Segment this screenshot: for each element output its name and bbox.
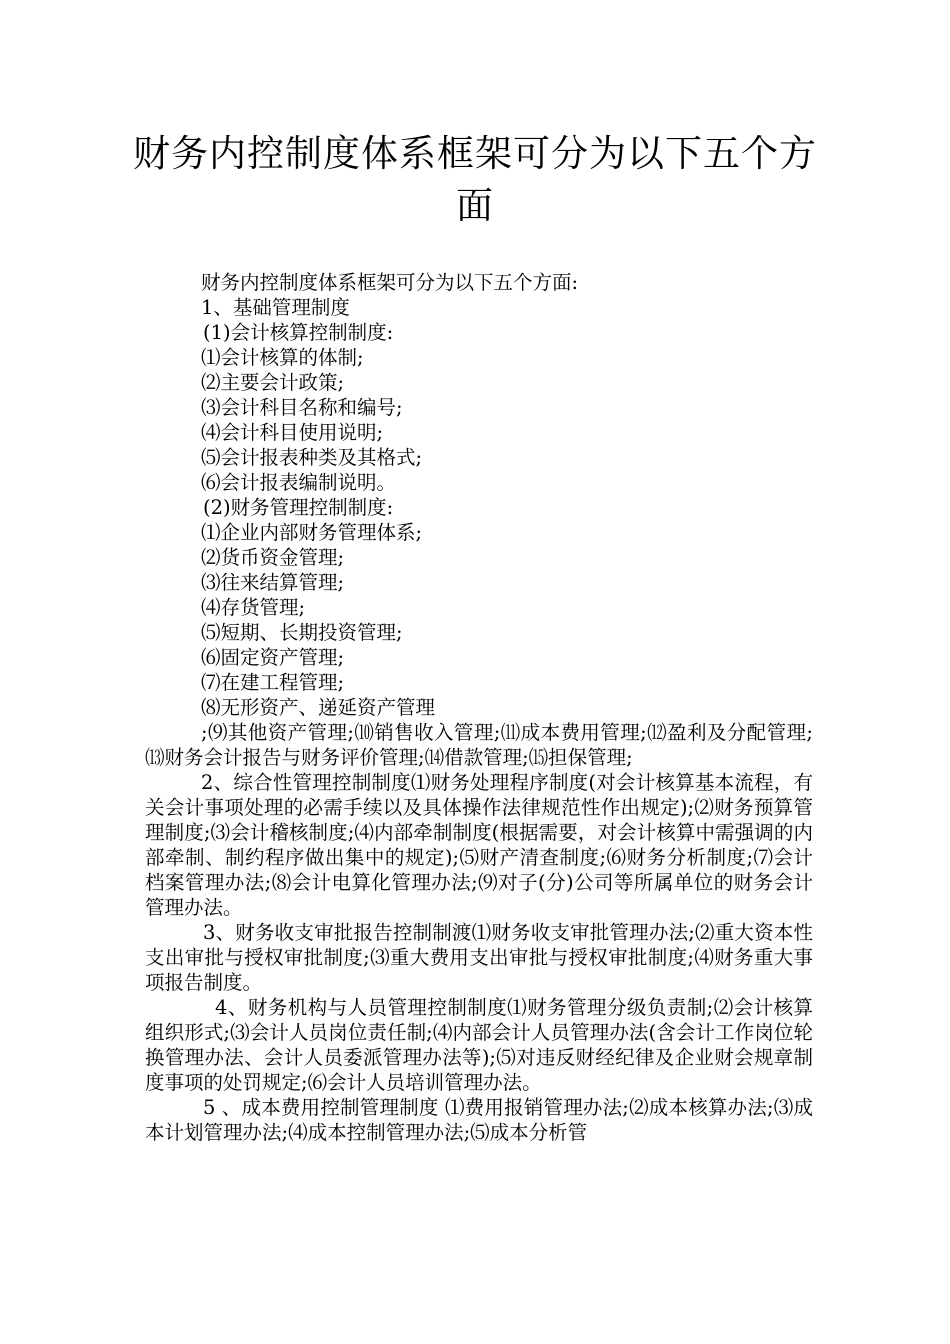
list-item: ⑶会计科目名称和编号; (201, 396, 403, 419)
list-item: ⑺在建工程管理; (201, 671, 345, 694)
list-item: ⑵货币资金管理; (201, 546, 345, 569)
section-4-paragraph: 4、财务机构与人员管理控制制度⑴财务管理分级负责制;⑵会计核算组织形式;⑶会计人员岗位责任制;⑷内部会计人员管理办法(含会计工作岗位轮换管理办法、会计人员委派管理办法等);⑸对违反财经纪律及企业财会规章制度事项的处罚规定;⑹会计人员培训管理办法。 (145, 996, 813, 1094)
subsection-2-continuation: ;⑼其他资产管理;⑽销售收入管理;⑾成本费用管理;⑿盈利及分配管理;⒀财务会计报告与财务评价管理;⒁借款管理;⒂担保管理; (145, 721, 813, 769)
list-item: ⑶往来结算管理; (201, 571, 345, 594)
list-item: ⑵主要会计政策; (201, 371, 345, 394)
section-1-heading: 1、基础管理制度 (201, 296, 350, 319)
page-title: 财务内控制度体系框架可分为以下五个方面 (133, 132, 817, 227)
list-item: ⑸短期、长期投资管理; (201, 621, 403, 644)
list-item: ⑻无形资产、递延资产管理 (201, 696, 436, 719)
document-body (145, 270, 813, 1145)
list-item: ⑴会计核算的体制; (201, 346, 364, 369)
section-5-paragraph: 5 、成本费用控制管理制度 ⑴费用报销管理办法;⑵成本核算办法;⑶成本计划管理办法;⑷成本控制管理办法;⑸成本分析管 (145, 1096, 813, 1144)
list-item: ⑴企业内部财务管理体系; (201, 521, 423, 544)
intro-line: 财务内控制度体系框架可分为以下五个方面: (201, 271, 579, 294)
list-item: ⑷会计科目使用说明; (201, 421, 384, 444)
section-3-paragraph: 3、财务收支审批报告控制制渡⑴财务收支审批管理办法;⑵重大资本性支出审批与授权审批制度;⑶重大费用支出审批与授权审批制度;⑷财务重大事项报告制度。 (145, 921, 813, 994)
list-item: ⑹会计报表编制说明。 (201, 471, 397, 494)
list-item: ⑹固定资产管理; (201, 646, 345, 669)
list-item: ⑷存货管理; (201, 596, 306, 619)
section-2-paragraph: 2、综合性管理控制制度⑴财务处理程序制度(对会计核算基本流程，有关会计事项处理的必需手续以及具体操作法律规范性作出规定);⑵财务预算管理制度;⑶会计稽核制度;⑷内部牵制制度(根据需要，对会计核算中需强调的内部牵制、制约程序做出集中的规定);⑸财产清查制度;⑹财务分析制度;⑺会计档案管理办法;⑻会计电算化管理办法;⑼对子(分)公司等所属单位的财务会计管理办法。 (145, 771, 813, 919)
subsection-2-heading: (2)财务管理控制制度: (203, 496, 394, 519)
list-item: ⑸会计报表种类及其格式; (201, 446, 423, 469)
subsection-1-heading: (1)会计核算控制制度: (203, 321, 394, 344)
